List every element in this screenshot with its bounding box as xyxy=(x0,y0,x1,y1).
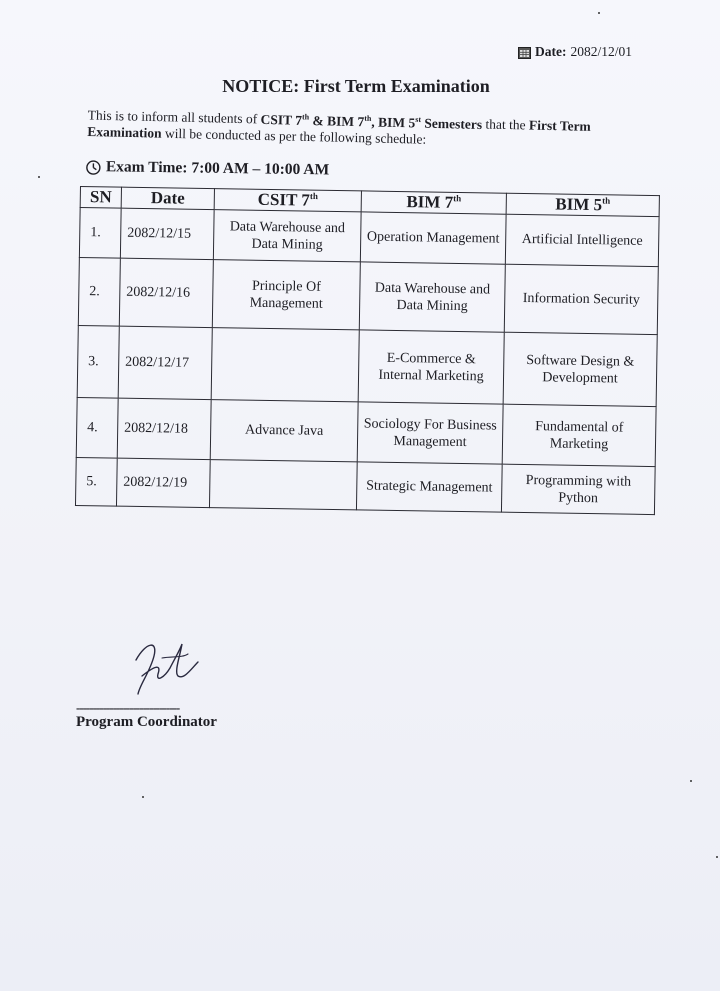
cell-sn: 1. xyxy=(79,208,121,259)
cell-bim7: Operation Management xyxy=(360,212,506,264)
scan-speck xyxy=(598,12,600,14)
table-row xyxy=(76,397,656,466)
clock-icon xyxy=(86,159,101,174)
signatory-title: Program Coordinator xyxy=(76,714,217,730)
table-row xyxy=(79,208,659,267)
schedule-table xyxy=(75,186,660,515)
cell-bim5: Information Security xyxy=(504,264,658,334)
cell-bim7: Strategic Management xyxy=(356,462,502,512)
intro-text-3: will be conducted as per the following schedule: xyxy=(161,125,427,147)
cell-sn: 5. xyxy=(75,457,117,506)
cell-date: 2082/12/15 xyxy=(120,208,214,259)
intro-text-1: This is to inform all students of xyxy=(87,107,261,127)
scan-speck xyxy=(38,176,40,178)
cell-bim5: Fundamental of Marketing xyxy=(502,404,656,466)
date-label: Date: xyxy=(535,44,567,59)
intro-examination: Examination xyxy=(87,123,162,141)
intro-first-term: First Term xyxy=(528,117,591,134)
header-csit: CSIT 7th xyxy=(214,189,361,212)
exam-time xyxy=(86,158,330,179)
header-bim7: BIM 7th xyxy=(361,191,506,214)
cell-sn: 4. xyxy=(76,397,118,458)
header-bim5: BIM 5th xyxy=(506,193,659,216)
intro-paragraph xyxy=(87,104,648,152)
cell-csit xyxy=(211,328,359,402)
cell-bim5: Software Design & Development xyxy=(503,332,657,406)
date-line xyxy=(518,44,632,60)
table-row xyxy=(78,257,658,334)
cell-bim5: Artificial Intelligence xyxy=(505,214,659,266)
schedule-table-wrap xyxy=(75,186,660,515)
notice-title: NOTICE: First Term Examination xyxy=(222,76,490,96)
cell-sn: 2. xyxy=(78,257,120,326)
cell-bim5: Programming with Python xyxy=(501,464,655,514)
cell-date: 2082/12/16 xyxy=(119,258,213,327)
cell-bim7: Data Warehouse and Data Mining xyxy=(359,262,505,332)
cell-date: 2082/12/17 xyxy=(118,326,212,399)
cell-sn: 3. xyxy=(77,325,119,398)
cell-bim7: Sociology For Business Management xyxy=(357,402,503,464)
table-row xyxy=(75,457,655,514)
cell-date: 2082/12/19 xyxy=(116,458,210,507)
signature-line: ------------------------------- xyxy=(76,700,180,715)
calendar-icon xyxy=(518,46,531,59)
cell-csit: Advance Java xyxy=(210,400,358,462)
cell-date: 2082/12/18 xyxy=(117,398,211,459)
cell-bim7: E-Commerce & Internal Marketing xyxy=(358,330,504,404)
scan-speck xyxy=(690,780,692,782)
cell-csit: Principle Of Management xyxy=(212,260,360,330)
cell-csit xyxy=(209,460,357,510)
scan-speck xyxy=(142,796,144,798)
signature xyxy=(128,632,208,702)
scan-speck xyxy=(716,856,718,858)
exam-time-text: Exam Time: 7:00 AM – 10:00 AM xyxy=(105,158,330,179)
cell-csit: Data Warehouse and Data Mining xyxy=(213,210,361,262)
table-row xyxy=(77,325,657,406)
header-sn: SN xyxy=(80,187,121,209)
header-date: Date xyxy=(121,187,214,209)
intro-text-2: that the xyxy=(481,116,530,133)
intro-csit: CSIT 7th & BIM 7th, BIM 5st Semesters xyxy=(260,111,483,132)
date-value: 2082/12/01 xyxy=(570,44,632,59)
